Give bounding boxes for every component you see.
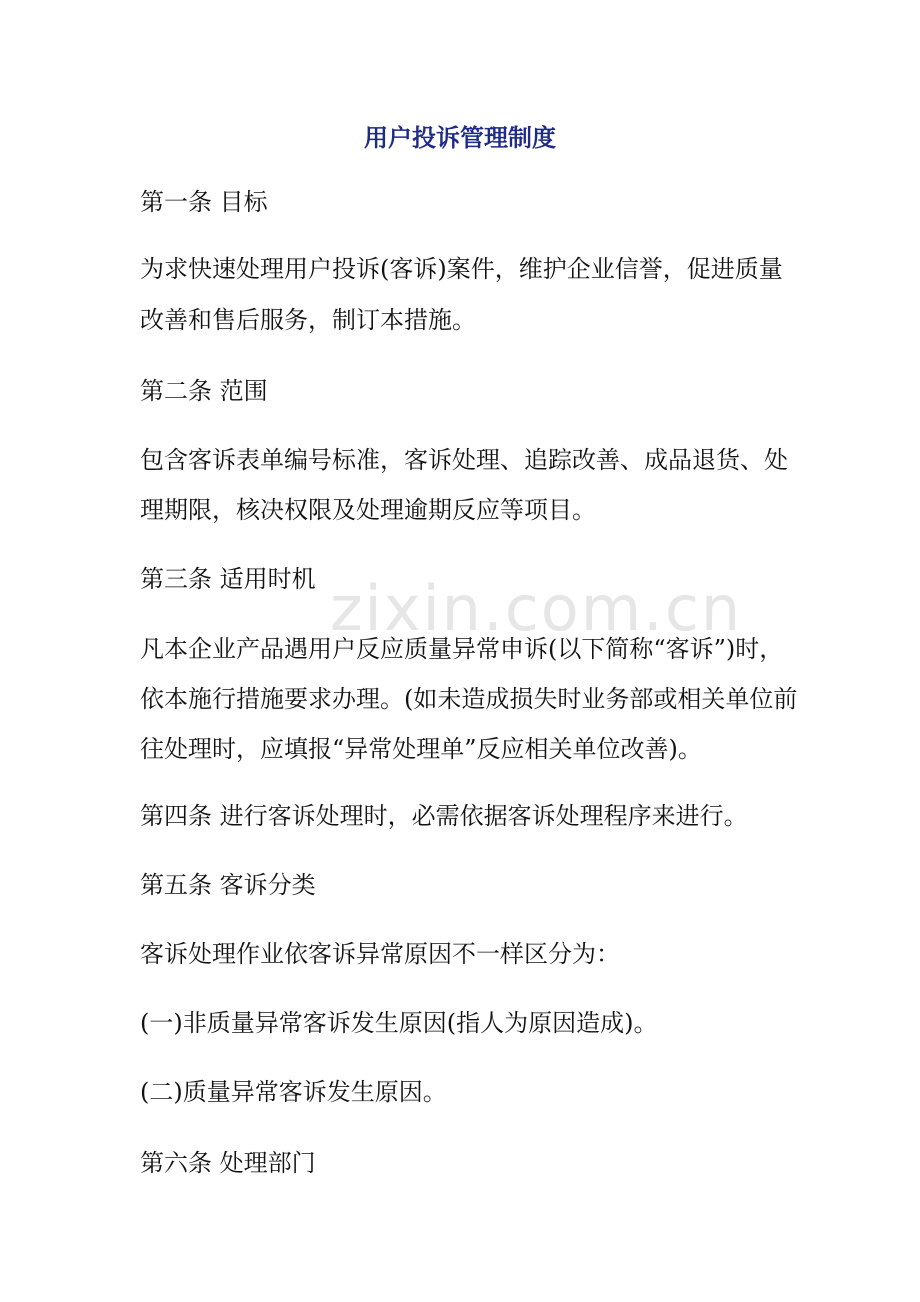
article-2-body-line-1: 包含客诉表单编号标准，客诉处理、追踪改善、成品退货、处 bbox=[140, 446, 788, 474]
article-2-heading: 第二条 范围 bbox=[140, 377, 268, 405]
article-3-body-line-1: 凡本企业产品遇用户反应质量异常申诉(以下简称“客诉”)时， bbox=[140, 635, 784, 663]
article-1-body-line-2: 改善和售后服务，制订本措施。 bbox=[140, 306, 476, 334]
article-3-body-line-2: 依本施行措施要求办理。(如未造成损失时业务部或相关单位前 bbox=[140, 685, 798, 713]
article-5-body-line-1: 客诉处理作业依客诉异常原因不一样区分为： bbox=[140, 940, 620, 968]
article-2-body-line-2: 理期限，核决权限及处理逾期反应等项目。 bbox=[140, 496, 596, 524]
article-3-body-line-3: 往处理时，应填报“异常处理单”反应相关单位改善)。 bbox=[140, 735, 702, 763]
watermark-text: zixin.com.cn bbox=[330, 572, 743, 645]
article-5-item-2: (二)质量异常客诉发生原因。 bbox=[140, 1078, 447, 1106]
document-title: 用户投诉管理制度 bbox=[364, 123, 556, 152]
article-6-heading: 第六条 处理部门 bbox=[140, 1149, 316, 1177]
article-5-heading: 第五条 客诉分类 bbox=[140, 871, 316, 899]
article-3-heading: 第三条 适用时机 bbox=[140, 565, 316, 593]
article-4-text: 第四条 进行客诉处理时，必需依据客诉处理程序来进行。 bbox=[140, 802, 748, 830]
article-5-item-1: (一)非质量异常客诉发生原因(指人为原因造成)。 bbox=[140, 1009, 658, 1037]
article-1-heading: 第一条 目标 bbox=[140, 188, 268, 216]
article-1-body-line-1: 为求快速处理用户投诉(客诉)案件，维护企业信誉，促进质量 bbox=[140, 255, 783, 283]
